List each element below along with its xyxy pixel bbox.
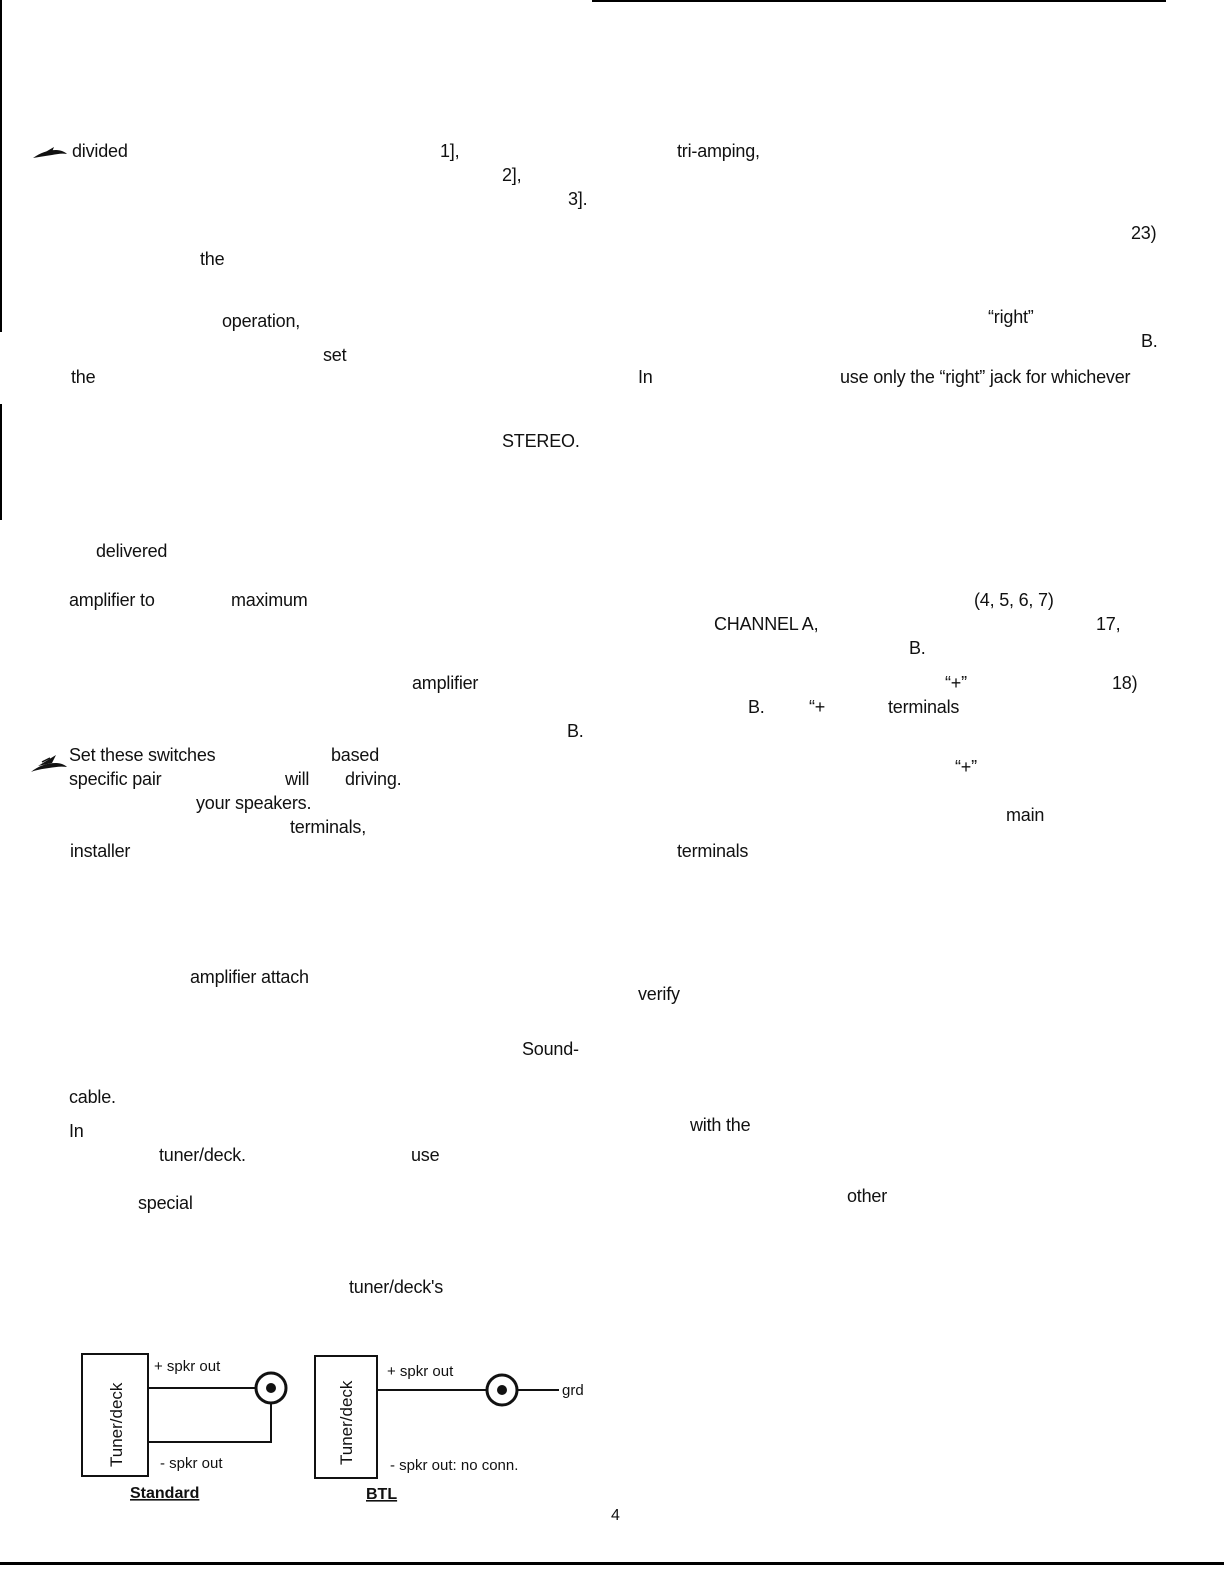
- text-fragment: driving.: [345, 769, 402, 789]
- btl-caption: BTL: [366, 1486, 398, 1503]
- margin-bar-upper: [0, 0, 2, 332]
- text-fragment: B.: [1141, 331, 1158, 351]
- text-fragment: 18): [1112, 673, 1138, 693]
- standard-box-label: Tuner/deck: [107, 1382, 126, 1467]
- text-fragment: delivered: [96, 541, 168, 561]
- text-fragment: operation,: [222, 311, 301, 331]
- text-fragment: In: [69, 1121, 84, 1141]
- margin-bar-lower: [0, 404, 2, 520]
- text-fragment: 23): [1131, 223, 1157, 243]
- text-fragment: cable.: [69, 1087, 116, 1107]
- page-number: 4: [611, 1507, 620, 1524]
- btl-ground-label: grd: [562, 1382, 584, 1399]
- text-fragment: specific pair: [69, 769, 162, 789]
- text-fragment: verify: [638, 984, 680, 1004]
- standard-caption: Standard: [130, 1485, 200, 1502]
- text-fragment: “right”: [988, 307, 1034, 327]
- text-fragment: terminals: [677, 841, 749, 861]
- text-fragment: (4, 5, 6, 7): [974, 590, 1054, 610]
- text-fragment: maximum: [231, 590, 308, 610]
- text-fragment: set: [323, 345, 347, 365]
- text-fragment: “+: [809, 697, 826, 717]
- text-fragment: with the: [690, 1115, 751, 1135]
- top-rule: [592, 0, 1166, 2]
- standard-plus-label: + spkr out: [154, 1358, 221, 1375]
- text-fragment: CHANNEL A,: [714, 614, 819, 634]
- text-fragment: Set these switches: [69, 745, 216, 765]
- text-fragment: amplifier attach: [190, 967, 309, 987]
- text-fragment: based: [331, 745, 380, 765]
- text-fragment: B.: [567, 721, 584, 741]
- bird-mark-icon: [32, 142, 68, 160]
- text-fragment: B.: [748, 697, 765, 717]
- text-fragment: Sound-: [522, 1039, 579, 1059]
- text-fragment: use only the “right” jack for whichever: [840, 367, 1131, 387]
- text-fragment: main: [1006, 805, 1045, 825]
- text-fragment: tuner/deck.: [159, 1145, 246, 1165]
- btl-plus-label: + spkr out: [387, 1363, 454, 1380]
- text-fragment: the: [200, 249, 225, 269]
- text-fragment: divided: [72, 141, 128, 161]
- btl-minus-label: - spkr out: no conn.: [390, 1457, 519, 1474]
- text-fragment: installer: [70, 841, 131, 861]
- text-fragment: B.: [909, 638, 926, 658]
- text-fragment: STEREO.: [502, 431, 580, 451]
- bottom-rule: [0, 1562, 1224, 1565]
- bird-mark-icon: [30, 752, 68, 774]
- text-fragment: tri-amping,: [677, 141, 760, 161]
- wiring-diagram: [70, 1340, 610, 1520]
- text-fragment: amplifier to: [69, 590, 155, 610]
- text-fragment: the: [71, 367, 96, 387]
- text-fragment: tuner/deck's: [349, 1277, 444, 1297]
- text-fragment: use: [411, 1145, 440, 1165]
- text-fragment: “+”: [945, 673, 967, 693]
- text-fragment: 1],: [440, 141, 460, 161]
- text-fragment: In: [638, 367, 653, 387]
- btl-box-label: Tuner/deck: [337, 1380, 356, 1465]
- text-fragment: other: [847, 1186, 888, 1206]
- text-fragment: 2],: [502, 165, 522, 185]
- text-fragment: amplifier: [412, 673, 479, 693]
- text-fragment: special: [138, 1193, 193, 1213]
- text-fragment: terminals,: [290, 817, 367, 837]
- standard-minus-label: - spkr out: [160, 1455, 223, 1472]
- text-fragment: will: [285, 769, 310, 789]
- text-fragment: 17,: [1096, 614, 1121, 634]
- text-fragment: “+”: [955, 757, 977, 777]
- text-fragment: your speakers.: [196, 793, 312, 813]
- text-fragment: terminals: [888, 697, 960, 717]
- text-fragment: 3].: [568, 189, 588, 209]
